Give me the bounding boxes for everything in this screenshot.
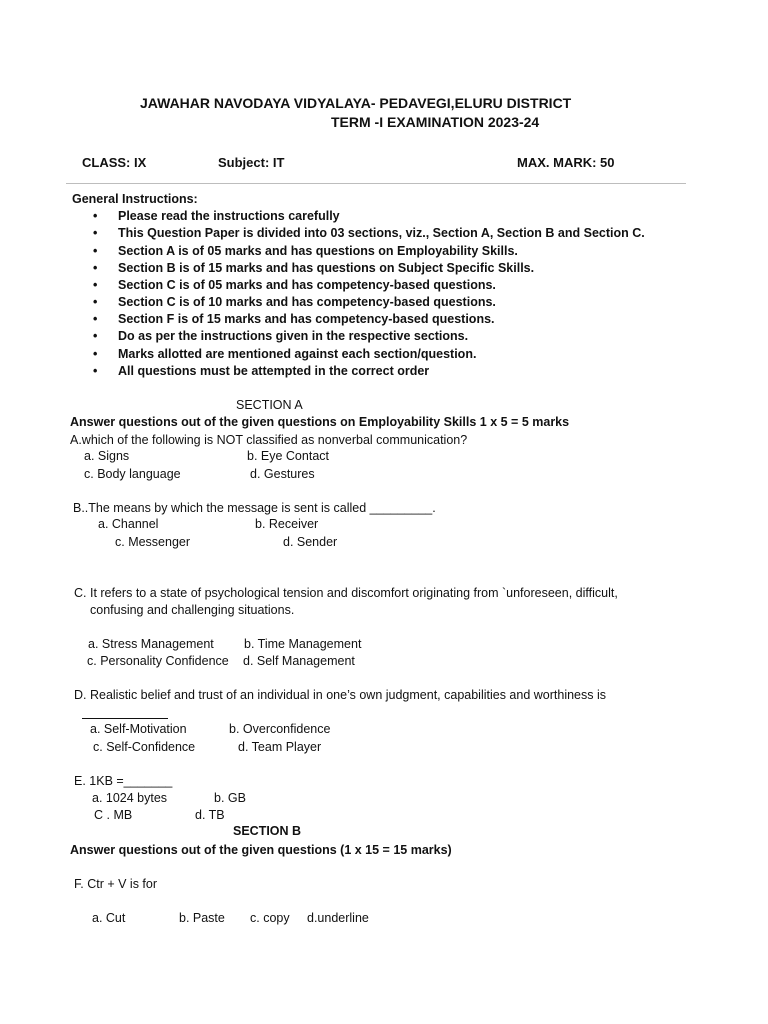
option-d: d. Self Management: [243, 654, 355, 668]
instruction-item: Section F is of 15 marks and has competency-based questions.: [118, 312, 495, 326]
instruction-bullet: •: [93, 347, 98, 361]
instruction-item: Section C is of 05 marks and has competency-based questions.: [118, 278, 496, 292]
option-a: a. 1024 bytes: [92, 791, 168, 805]
instruction-bullet: •: [93, 261, 98, 275]
instruction-bullet: •: [93, 209, 98, 223]
section-b-heading: SECTION B: [233, 824, 302, 838]
exam-title: TERM -I EXAMINATION 2023-24: [331, 114, 540, 130]
instruction-item: Section C is of 10 marks and has competency-based questions.: [118, 295, 496, 309]
option-b: b. Eye Contact: [247, 449, 329, 463]
instruction-bullet: •: [93, 364, 98, 378]
option-c: c. copy: [250, 911, 290, 925]
subject-label: Subject: IT: [218, 155, 285, 170]
answer-blank: [82, 703, 168, 719]
instruction-item: Section A is of 05 marks and has questions on Employability Skills.: [118, 244, 518, 258]
option-d: d. TB: [195, 808, 225, 822]
school-title: JAWAHAR NAVODAYA VIDYALAYA- PEDAVEGI,ELURU DISTRICT: [140, 95, 572, 111]
instruction-bullet: •: [93, 329, 98, 343]
instruction-bullet: •: [93, 312, 98, 326]
header-divider: [66, 183, 686, 184]
instruction-bullet: •: [93, 244, 98, 258]
question-c: C. It refers to a state of psychological tension and discomfort originating from `unforeseen, difficult,: [74, 586, 618, 600]
instruction-item: Section B is of 15 marks and has questions on Subject Specific Skills.: [118, 261, 535, 275]
instruction-bullet: •: [93, 278, 98, 292]
question-f: F. Ctr + V is for: [74, 877, 158, 891]
option-d: d.underline: [307, 911, 369, 925]
option-c: C . MB: [94, 808, 133, 822]
option-a: a. Signs: [84, 449, 130, 463]
instruction-bullet: •: [93, 226, 98, 240]
option-c: c. Personality Confidence: [87, 654, 229, 668]
option-b: b. Time Management: [244, 637, 362, 651]
option-c: c. Body language: [84, 467, 181, 481]
option-b: b. GB: [214, 791, 246, 805]
section-a-instruction: Answer questions out of the given questions on Employability Skills 1 x 5 = 5 marks: [70, 415, 570, 429]
option-d: d. Sender: [283, 535, 338, 549]
option-d: d. Gestures: [250, 467, 315, 481]
question-a: A.which of the following is NOT classified as nonverbal communication?: [70, 433, 468, 447]
option-c: c. Messenger: [115, 535, 191, 549]
class-label: CLASS: IX: [82, 155, 147, 170]
question-c-continued: confusing and challenging situations.: [90, 603, 295, 617]
option-b: b. Overconfidence: [229, 722, 331, 736]
instructions-title: General Instructions:: [72, 192, 198, 206]
option-a: a. Stress Management: [88, 637, 214, 651]
option-c: c. Self-Confidence: [93, 740, 196, 754]
option-a: a. Self-Motivation: [90, 722, 187, 736]
instruction-bullet: •: [93, 295, 98, 309]
option-a: a. Cut: [92, 911, 126, 925]
instruction-item: All questions must be attempted in the correct order: [118, 364, 430, 378]
option-b: b. Paste: [179, 911, 225, 925]
section-a-heading: SECTION A: [236, 398, 303, 412]
question-d: D. Realistic belief and trust of an individual in one’s own judgment, capabilities and worthiness is: [74, 688, 607, 702]
option-a: a. Channel: [98, 517, 159, 531]
option-d: d. Team Player: [238, 740, 322, 754]
option-b: b. Receiver: [255, 517, 319, 531]
instruction-item: This Question Paper is divided into 03 sections, viz., Section A, Section B and Section C.: [118, 226, 645, 240]
instruction-item: Marks allotted are mentioned against each section/question.: [118, 347, 477, 361]
question-e: E. 1KB =_______: [74, 774, 173, 788]
max-mark-label: MAX. MARK: 50: [517, 155, 615, 170]
question-b: B..The means by which the message is sent is called _________.: [73, 501, 436, 515]
section-b-instruction: Answer questions out of the given questions (1 x 15 = 15 marks): [70, 843, 452, 857]
instruction-item: Do as per the instructions given in the respective sections.: [118, 329, 469, 343]
instruction-item: Please read the instructions carefully: [118, 209, 340, 223]
